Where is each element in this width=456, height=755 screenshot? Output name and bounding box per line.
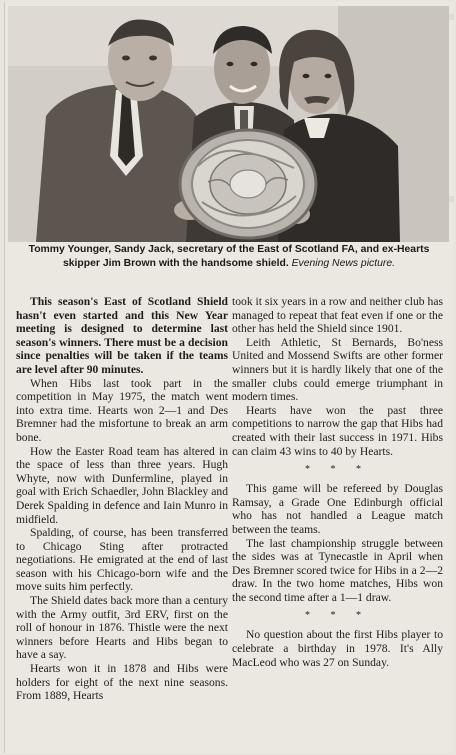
- caption-text: Tommy Younger, Sandy Jack, secretary of the East of Scotland FA, and ex-Hearts skipper Jim Brown with the handsome shield.: [28, 244, 430, 269]
- article-paragraph: took it six years in a row and neither club has managed to repeat that feat even if one or the other has held the Shield since 1901.: [232, 295, 443, 336]
- article-paragraph: How the Easter Road team has altered in the space of less than three years. Hugh Whyte, now with Dunfermline, played in goal with Erich Schaedler, John Blackley and Derek Spalding in defence and Iain Munro in midfield.: [16, 444, 228, 526]
- article-paragraph: When Hibs last took part in the competition in May 1975, the match went into extra time. Hearts won 2—1 and Des Bremner had the misfortune to break an arm bone.: [16, 376, 228, 444]
- article-lead: This season's East of Scotland Shield hasn't even started and this New Year meeting is designed to determine last season's winners. There must be a decision since penalties will be taken if the teams are level after 90 minutes.: [16, 295, 228, 376]
- article-paragraph: The Shield dates back more than a century with the Army outfit, 3rd ERV, first on the roll of honour in 1876. Thistle were the next winners before Hearts and Hibs began to have a say.: [16, 594, 228, 662]
- caption-credit: Evening News picture.: [291, 258, 396, 269]
- article-paragraph: This game will be refereed by Douglas Ramsay, a Grade One Edinburgh official who has not handled a League match between the teams.: [232, 482, 443, 536]
- article-column-right: [232, 295, 443, 669]
- article-paragraph: No question about the first Hibs player to celebrate a birthday in 1978. It's Ally MacLeod who was 27 on Sunday.: [232, 628, 443, 669]
- section-separator: * * *: [305, 464, 370, 476]
- photo-caption: [14, 243, 444, 271]
- article-column-left: [16, 295, 228, 703]
- shield-photo: [8, 6, 449, 242]
- article-paragraph: Leith Athletic, St Bernards, Bo'ness United and Mossend Swifts are other former winners but it is hardly likely that one of the smaller clubs could emerge triumphant in modern times.: [232, 335, 443, 404]
- article-paragraph: The last championship struggle between the sides was at Tynecastle in April when Des Bremner scored twice for Hibs in a 2—2 draw. In the two home matches, Hibs won the second time after a 1—1 draw.: [232, 536, 443, 604]
- article-paragraph: Hearts won it in 1878 and Hibs were holders for eight of the next nine seasons. From 1889, Hearts: [16, 662, 228, 703]
- section-separator: * * *: [305, 610, 370, 622]
- article-paragraph: Hearts have won the past three competitions to narrow the gap that Hibs had created with their last success in 1971. Hibs can claim 43 wins to 40 by Hearts.: [232, 403, 443, 458]
- article-paragraph: Spalding, of course, has been transferred to Chicago Sting after protracted negotiations. He emigrated at the end of last season with his Chicago-born wife and the move suits him perfectly.: [16, 526, 228, 594]
